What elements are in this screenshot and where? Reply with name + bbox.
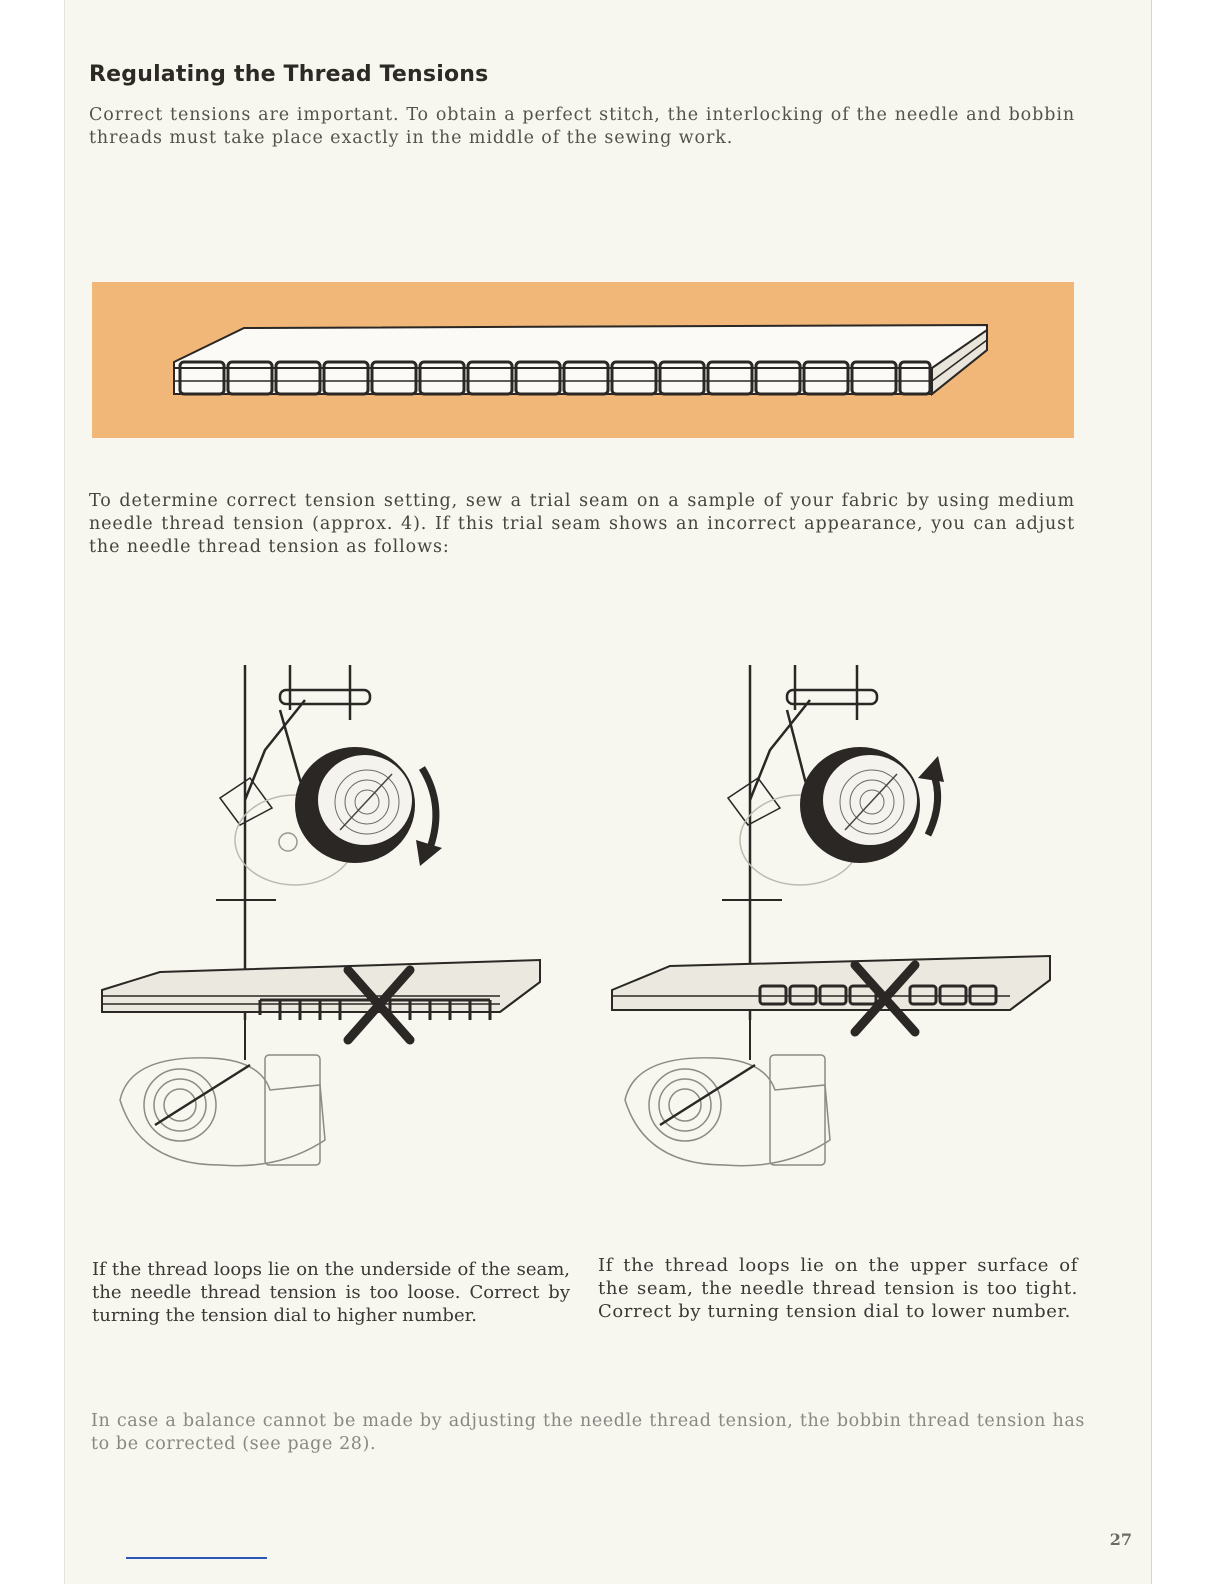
bobbin-note: In case a balance cannot be made by adjusting the needle thread tension, the bobbin thread tension has to be corrected (see page 28). [91, 1411, 1085, 1454]
page-title: Regulating the Thread Tensions [89, 62, 489, 87]
seam-fabric [612, 956, 1050, 1010]
counterclockwise-arrow-icon [918, 756, 944, 835]
bobbin-case-icon [120, 1055, 325, 1166]
intro-paragraph: Correct tensions are important. To obtain a perfect stitch, the interlocking of the needle and bobbin threads must take place exactly in the middle of the sewing work. [89, 105, 1075, 148]
tension-dial-icon [295, 747, 415, 863]
bobbin-case-icon [625, 1055, 830, 1166]
footer-link-bar [126, 1557, 267, 1559]
determine-paragraph: To determine correct tension setting, sew a trial seam on a sample of your fabric by using medium needle thread tension (approx. 4). If this trial seam shows an incorrect appearance, you can adjust the needle thread tension as follows: [89, 491, 1075, 557]
loose-tension-caption: If the thread loops lie on the underside of the seam, the needle thread tension is too loose. Correct by turning the tension dial to higher number. [92, 1259, 570, 1326]
clockwise-arrow-icon [416, 768, 442, 866]
correct-stitch-illustration [92, 282, 1074, 438]
tight-tension-caption: If the thread loops lie on the upper surface of the seam, the needle thread tension is too tight. Correct by turning tension dial to lower number. [598, 1255, 1078, 1322]
page-number: 27 [1109, 1530, 1132, 1549]
tension-dial-icon [800, 747, 920, 863]
loose-tension-illustration [100, 660, 560, 1180]
fabric-layers [174, 325, 987, 394]
tight-tension-illustration [610, 660, 1070, 1180]
